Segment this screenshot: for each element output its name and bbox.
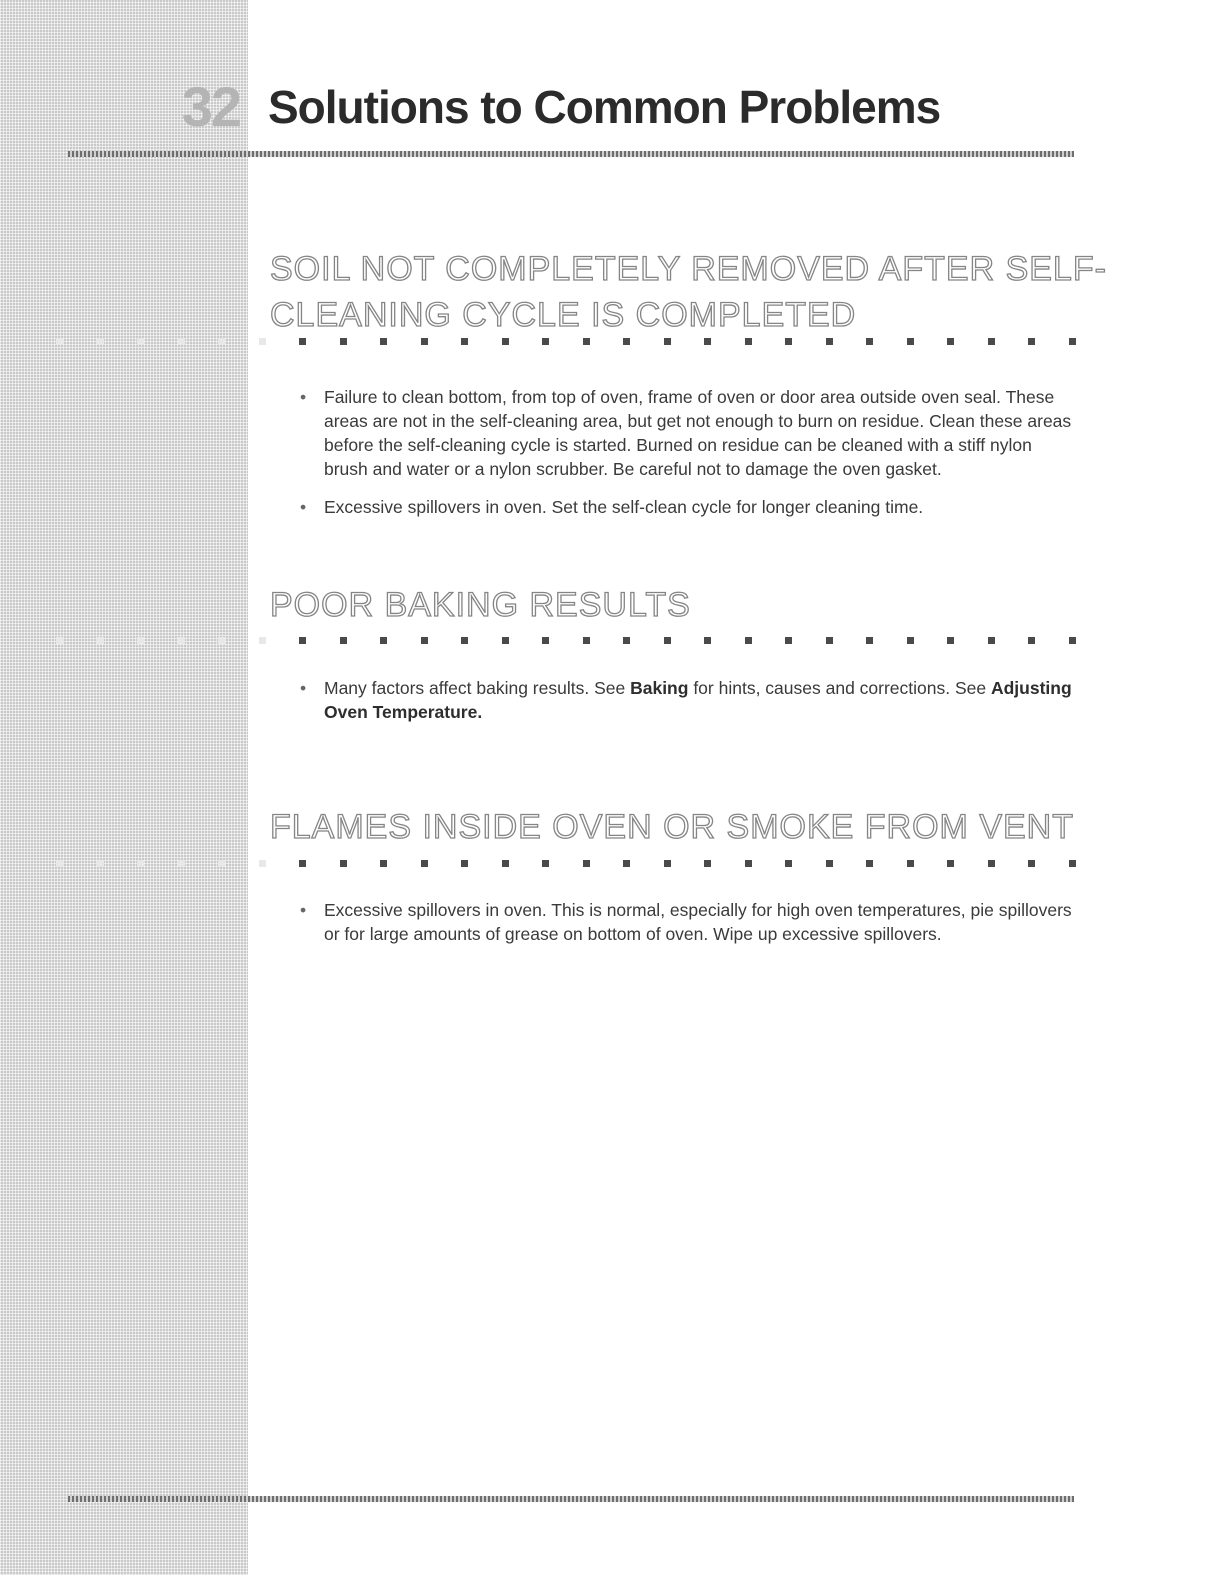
divider-square	[137, 860, 144, 867]
footer-rule	[68, 1496, 1074, 1502]
divider-square	[704, 637, 711, 644]
divider-square	[947, 860, 954, 867]
divider-square	[461, 637, 468, 644]
bullet-text: Many factors affect baking results. See	[324, 678, 631, 698]
divider-square	[1028, 637, 1035, 644]
list-item	[300, 495, 1075, 519]
divider-square	[785, 338, 792, 345]
divider-square	[380, 637, 387, 644]
list-item	[300, 385, 1075, 481]
divider-square	[259, 338, 266, 345]
bullet-text: Excessive spillovers in oven. Set the self-clean cycle for longer cleaning time.	[324, 497, 924, 517]
bullet-icon: •	[300, 497, 307, 517]
divider-square	[542, 338, 549, 345]
section-heading-flames: FLAMES INSIDE OVEN OR SMOKE FROM VENT	[270, 808, 1074, 846]
divider-square	[421, 637, 428, 644]
divider-square	[259, 637, 266, 644]
divider-square	[623, 338, 630, 345]
divider-square	[866, 338, 873, 345]
divider-square	[1069, 860, 1076, 867]
section-heading-soil-line2: CLEANING CYCLE IS COMPLETED	[270, 296, 857, 334]
section-divider-flames	[56, 858, 1076, 868]
divider-square	[340, 860, 347, 867]
divider-square	[380, 338, 387, 345]
divider-square	[866, 860, 873, 867]
divider-square	[380, 860, 387, 867]
divider-square	[664, 338, 671, 345]
divider-square	[623, 860, 630, 867]
list-item	[300, 676, 1075, 724]
divider-square	[745, 637, 752, 644]
page-title: Solutions to Common Problems	[268, 81, 941, 133]
divider-square	[664, 637, 671, 644]
bullet-icon: •	[300, 678, 307, 698]
section-heading-baking: POOR BAKING RESULTS	[270, 586, 691, 624]
divider-square	[56, 637, 63, 644]
divider-square	[623, 637, 630, 644]
divider-square	[178, 637, 185, 644]
divider-square	[866, 637, 873, 644]
divider-square	[340, 338, 347, 345]
bullet-icon: •	[300, 387, 307, 407]
bullet-list-flames	[300, 898, 1075, 960]
baking-reference: Baking	[630, 678, 689, 698]
bullet-text: for hints, causes and corrections. See	[688, 678, 991, 698]
divider-square	[826, 860, 833, 867]
divider-square	[502, 637, 509, 644]
bullet-icon: •	[300, 900, 307, 920]
divider-square	[907, 338, 914, 345]
divider-square	[137, 637, 144, 644]
divider-square	[745, 338, 752, 345]
divider-square	[56, 338, 63, 345]
divider-square	[178, 338, 185, 345]
divider-square	[826, 338, 833, 345]
divider-square	[1028, 338, 1035, 345]
divider-square	[704, 860, 711, 867]
bullet-text: Failure to clean bottom, from top of oven, frame of oven or door area outside oven seal. These areas are not in the self-cleaning area, but get not enough to burn on residue. Clean these areas before the self-cleaning cycle is started. Burned on residue can be cleaned with a stiff nylon brush and water or a nylon scrubber. Be careful not to damage the oven gasket.	[324, 387, 1072, 479]
divider-square	[461, 860, 468, 867]
divider-square	[785, 860, 792, 867]
divider-square	[178, 860, 185, 867]
divider-square	[947, 637, 954, 644]
divider-square	[542, 637, 549, 644]
divider-square	[1028, 860, 1035, 867]
divider-square	[988, 637, 995, 644]
divider-square	[97, 338, 104, 345]
divider-square	[988, 860, 995, 867]
divider-square	[299, 338, 306, 345]
list-item	[300, 898, 1075, 946]
sidebar-pattern	[0, 0, 248, 1575]
divider-square	[340, 637, 347, 644]
bullet-text: Excessive spillovers in oven. This is normal, especially for high oven temperatures, pie spillovers or for large amounts of grease on bottom of oven. Wipe up excessive spillovers.	[324, 900, 1072, 944]
divider-square	[988, 338, 995, 345]
bullet-list-soil	[300, 385, 1075, 533]
divider-square	[1069, 338, 1076, 345]
divider-square	[299, 637, 306, 644]
header-rule	[68, 151, 1074, 157]
divider-square	[704, 338, 711, 345]
divider-square	[97, 637, 104, 644]
divider-square	[502, 860, 509, 867]
divider-square	[299, 860, 306, 867]
divider-square	[461, 338, 468, 345]
adjusting-oven-temperature-reference: Adjusting Oven Temperature.	[324, 678, 1072, 722]
divider-square	[137, 338, 144, 345]
divider-square	[1069, 637, 1076, 644]
divider-square	[218, 860, 225, 867]
section-divider-baking	[56, 635, 1076, 645]
divider-square	[259, 860, 266, 867]
divider-square	[97, 860, 104, 867]
divider-square	[421, 860, 428, 867]
divider-square	[56, 860, 63, 867]
divider-square	[907, 860, 914, 867]
bullet-list-baking	[300, 676, 1075, 738]
divider-square	[826, 637, 833, 644]
divider-square	[907, 637, 914, 644]
divider-square	[583, 637, 590, 644]
divider-square	[664, 860, 671, 867]
divider-square	[785, 637, 792, 644]
divider-square	[421, 338, 428, 345]
divider-square	[745, 860, 752, 867]
divider-square	[583, 338, 590, 345]
section-heading-soil-line1: SOIL NOT COMPLETELY REMOVED AFTER SELF-	[270, 250, 1107, 288]
divider-square	[947, 338, 954, 345]
divider-square	[583, 860, 590, 867]
divider-square	[542, 860, 549, 867]
section-divider-soil	[56, 336, 1076, 346]
divider-square	[218, 338, 225, 345]
divider-square	[218, 637, 225, 644]
page-number: 32	[181, 75, 240, 138]
divider-square	[502, 338, 509, 345]
